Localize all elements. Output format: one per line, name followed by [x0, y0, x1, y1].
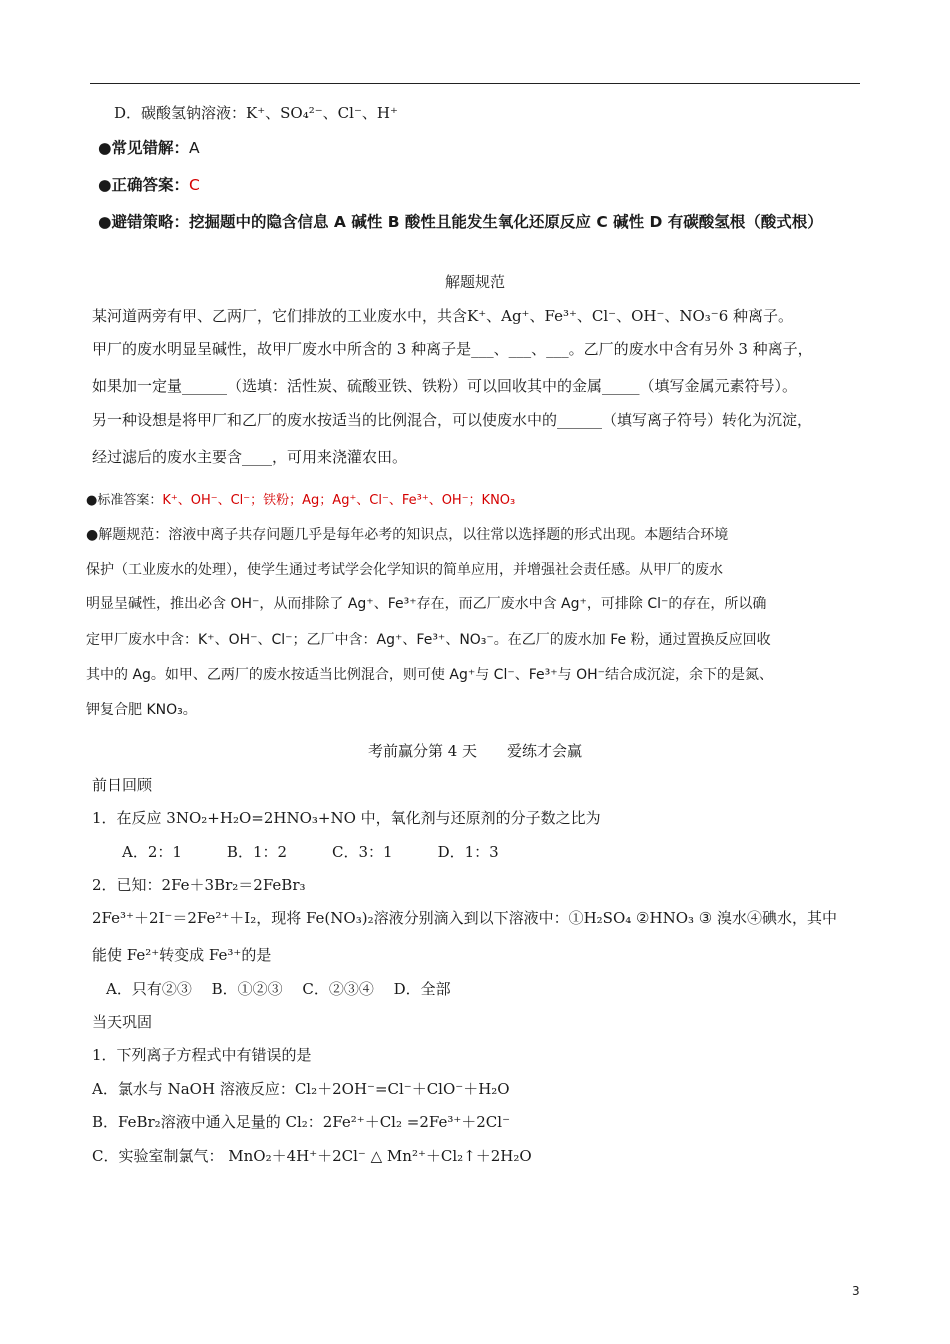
correct-answer-label: ●正确答案：	[98, 176, 190, 194]
page-number: 3	[852, 1284, 860, 1298]
problem-line-1: 某河道两旁有甲、乙两厂，它们排放的工业废水中，共含K⁺、Ag⁺、Fe³⁺、Cl⁻、OH⁻、NO₃⁻6 种离子。	[92, 307, 794, 325]
consolidate-question-1: 1．下列离子方程式中有错误的是	[92, 1046, 312, 1064]
norm-line-5: 其中的 Ag。如甲、乙两厂的废水按适当比例混合，则可使 Ag⁺与 Cl⁻、Fe³⁺与 OH⁻结合成沉淀，余下的是氮、	[86, 667, 774, 683]
norm-line-6: 钾复合肥 KNO₃。	[86, 702, 197, 718]
option-d: D．碳酸氢钠溶液：K⁺、SO₄²⁻、Cl⁻、H⁺	[114, 104, 398, 122]
consolidate-option-c: C．实验室制氯气： MnO₂＋4H⁺＋2Cl⁻ △ Mn²⁺＋Cl₂↑＋2H₂O	[92, 1147, 532, 1165]
strategy-text: 挖掘题中的隐含信息 A 碱性 B 酸性且能发生氧化还原反应 C 碱性 D 有碳酸氢根（酸式根）	[189, 213, 823, 231]
strategy-label: ●避错策略：	[98, 213, 190, 231]
common-error	[98, 138, 200, 158]
question-2-options: A．只有②③ B．①②③ C．②③④ D．全部	[106, 980, 451, 998]
common-error-label: ●常见错解：	[98, 139, 190, 157]
norm-line-2: 保护（工业废水的处理），使学生通过考试学会化学知识的简单应用，并增强社会责任感。从甲厂的废水	[86, 562, 723, 578]
strategy	[98, 212, 823, 232]
consolidate-option-b: B．FeBr₂溶液中通入足量的 Cl₂：2Fe²⁺＋Cl₂ =2Fe³⁺＋2Cl⁻	[92, 1113, 510, 1131]
norm-line-4: 定甲厂废水中含：K⁺、OH⁻、Cl⁻；乙厂中含：Ag⁺、Fe³⁺、NO₃⁻。在乙厂的废水加 Fe 粉，通过置换反应回收	[86, 632, 771, 648]
standard-answer-value: K⁺、OH⁻、Cl⁻；铁粉；Ag；Ag⁺、Cl⁻、Fe³⁺、OH⁻；KNO₃	[162, 493, 516, 508]
consolidate-option-a: A．氯水与 NaOH 溶液反应：Cl₂＋2OH⁻=Cl⁻＋ClO⁻＋H₂O	[92, 1080, 510, 1098]
problem-line-2: 甲厂的废水明显呈碱性，故甲厂废水中所含的 3 种离子是___、___、___。乙厂的废水中含有另外 3 种离子，	[92, 340, 813, 358]
standard-answer-label: ●标准答案：	[86, 493, 163, 508]
review-label: 前日回顾	[92, 776, 153, 794]
consolidate-label: 当天巩固	[92, 1013, 153, 1031]
problem-line-5: 经过滤后的废水主要含____，可用来浇灌农田。	[92, 448, 408, 466]
day-heading: 考前赢分第 4 天 爱练才会赢	[367, 742, 583, 760]
standard-answer	[86, 491, 515, 511]
question-1: 1．在反应 3NO₂+H₂O=2HNO₃+NO 中，氧化剂与还原剂的分子数之比为	[92, 809, 601, 827]
question-2-line-1: 2．已知：2Fe＋3Br₂＝2FeBr₃	[92, 876, 306, 894]
question-2-line-3: 能使 Fe²⁺转变成 Fe³⁺的是	[92, 946, 272, 964]
norm-line-1: ●解题规范：溶液中离子共存问题几乎是每年必考的知识点，以往常以选择题的形式出现。本题结合环境	[86, 527, 729, 543]
solution-heading: 解题规范	[444, 273, 505, 291]
problem-line-4: 另一种设想是将甲厂和乙厂的废水按适当的比例混合，可以使废水中的______（填写离子符号）转化为沉淀，	[92, 411, 813, 429]
correct-answer	[98, 175, 200, 195]
correct-answer-value: C	[189, 176, 200, 194]
question-1-options: A．2：1 B．1：2 C．3：1 D．1：3	[122, 843, 499, 861]
header-rule	[90, 83, 860, 84]
question-2-line-2: 2Fe³⁺＋2I⁻＝2Fe²⁺＋I₂，现将 Fe(NO₃)₂溶液分别滴入到以下溶液中：①H₂SO₄ ②HNO₃ ③ 溴水④碘水，其中	[92, 909, 837, 927]
problem-line-3: 如果加一定量______（选填：活性炭、硫酸亚铁、铁粉）可以回收其中的金属_____（填写金属元素符号）。	[92, 377, 798, 395]
common-error-value: A	[189, 139, 200, 157]
norm-line-3: 明显呈碱性，推出必含 OH⁻，从而排除了 Ag⁺、Fe³⁺存在，而乙厂废水中含 Ag⁺，可排除 Cl⁻的存在，所以确	[86, 596, 767, 612]
